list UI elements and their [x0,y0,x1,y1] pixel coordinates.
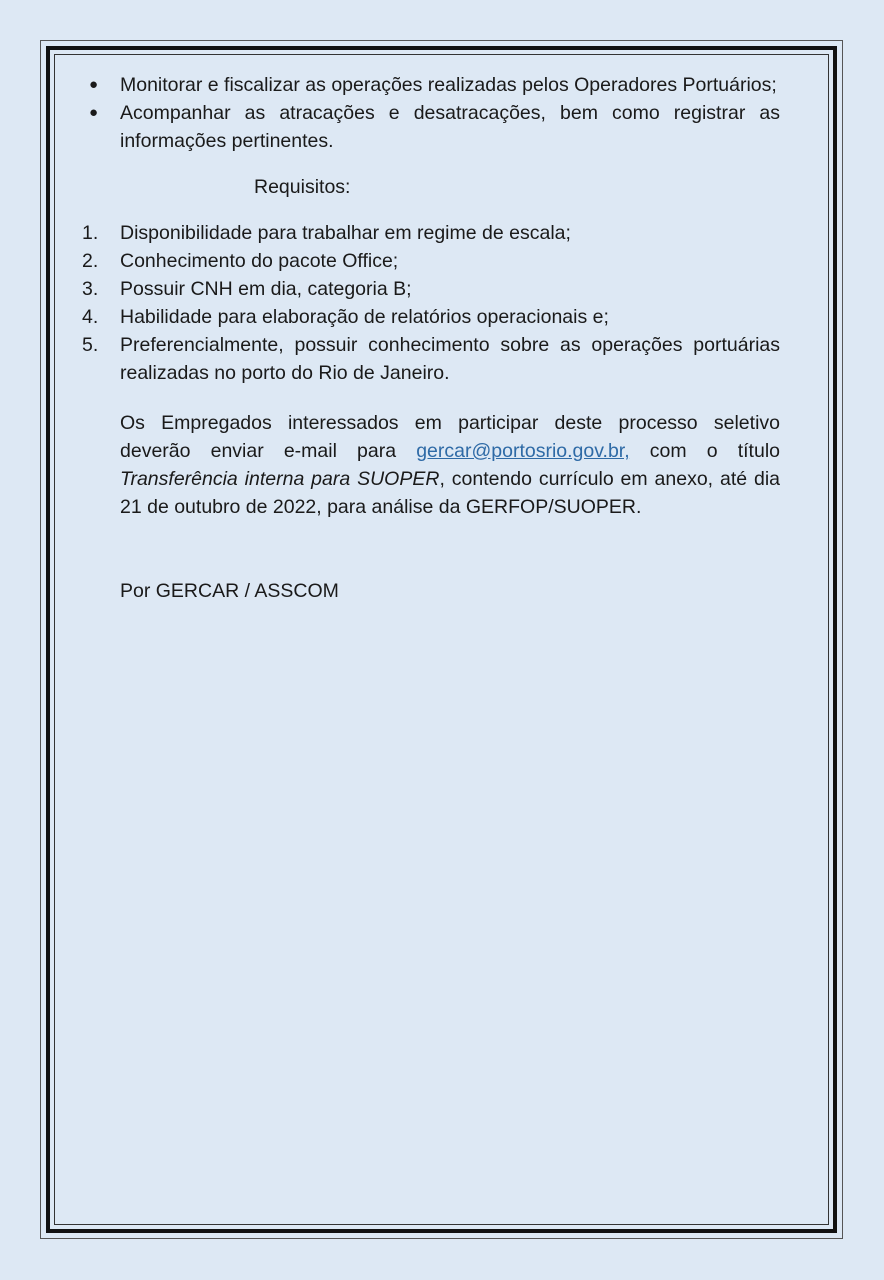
list-item [82,71,780,99]
list-item [82,247,780,275]
duties-list [82,71,780,155]
instructions-text: , contendo currículo em anexo, até dia 21 de outubro de 2022, para análise da GERFOP/SUOPER. [120,468,780,518]
requirement-text: Habilidade para elaboração de relatórios operacionais e; [120,306,609,328]
requirement-text: Preferencialmente, possuir conhecimento sobre as operações portuárias realizadas no porto do Rio de Janeiro. [120,334,780,384]
requirements-heading: Requisitos: [254,176,351,198]
duty-text: Monitorar e fiscalizar as operações realizadas pelos Operadores Portuários; [120,74,777,96]
document-body [82,71,780,605]
requirements-list [82,219,780,387]
email-link[interactable]: gercar@portosrio.gov.br, [416,440,630,462]
list-item [82,275,780,303]
list-item [82,303,780,331]
bullet-icon: ● [89,104,99,121]
requirement-text: Conhecimento do pacote Office; [120,250,399,272]
bullet-icon: ● [89,76,99,93]
instructions-text: Os Empregados interessados em participar deste processo seletivo deverão enviar e-mail para [120,412,780,462]
item-number: 2. [82,250,99,272]
duty-text: Acompanhar as atracações e desatracações, bem como registrar as informações pertinentes. [120,102,780,152]
item-number: 1. [82,222,99,244]
item-number: 5. [82,334,99,356]
list-item [82,99,780,155]
subject-title: Transferência interna para SUOPER [120,468,440,490]
requirement-text: Possuir CNH em dia, categoria B; [120,278,412,300]
author-credit: Por GERCAR / ASSCOM [120,580,339,602]
list-item [82,331,780,387]
item-number: 4. [82,306,99,328]
instructions-text: com o título [629,440,780,462]
instructions-paragraph [120,409,780,521]
list-item [82,219,780,247]
item-number: 3. [82,278,99,300]
requirement-text: Disponibilidade para trabalhar em regime de escala; [120,222,571,244]
